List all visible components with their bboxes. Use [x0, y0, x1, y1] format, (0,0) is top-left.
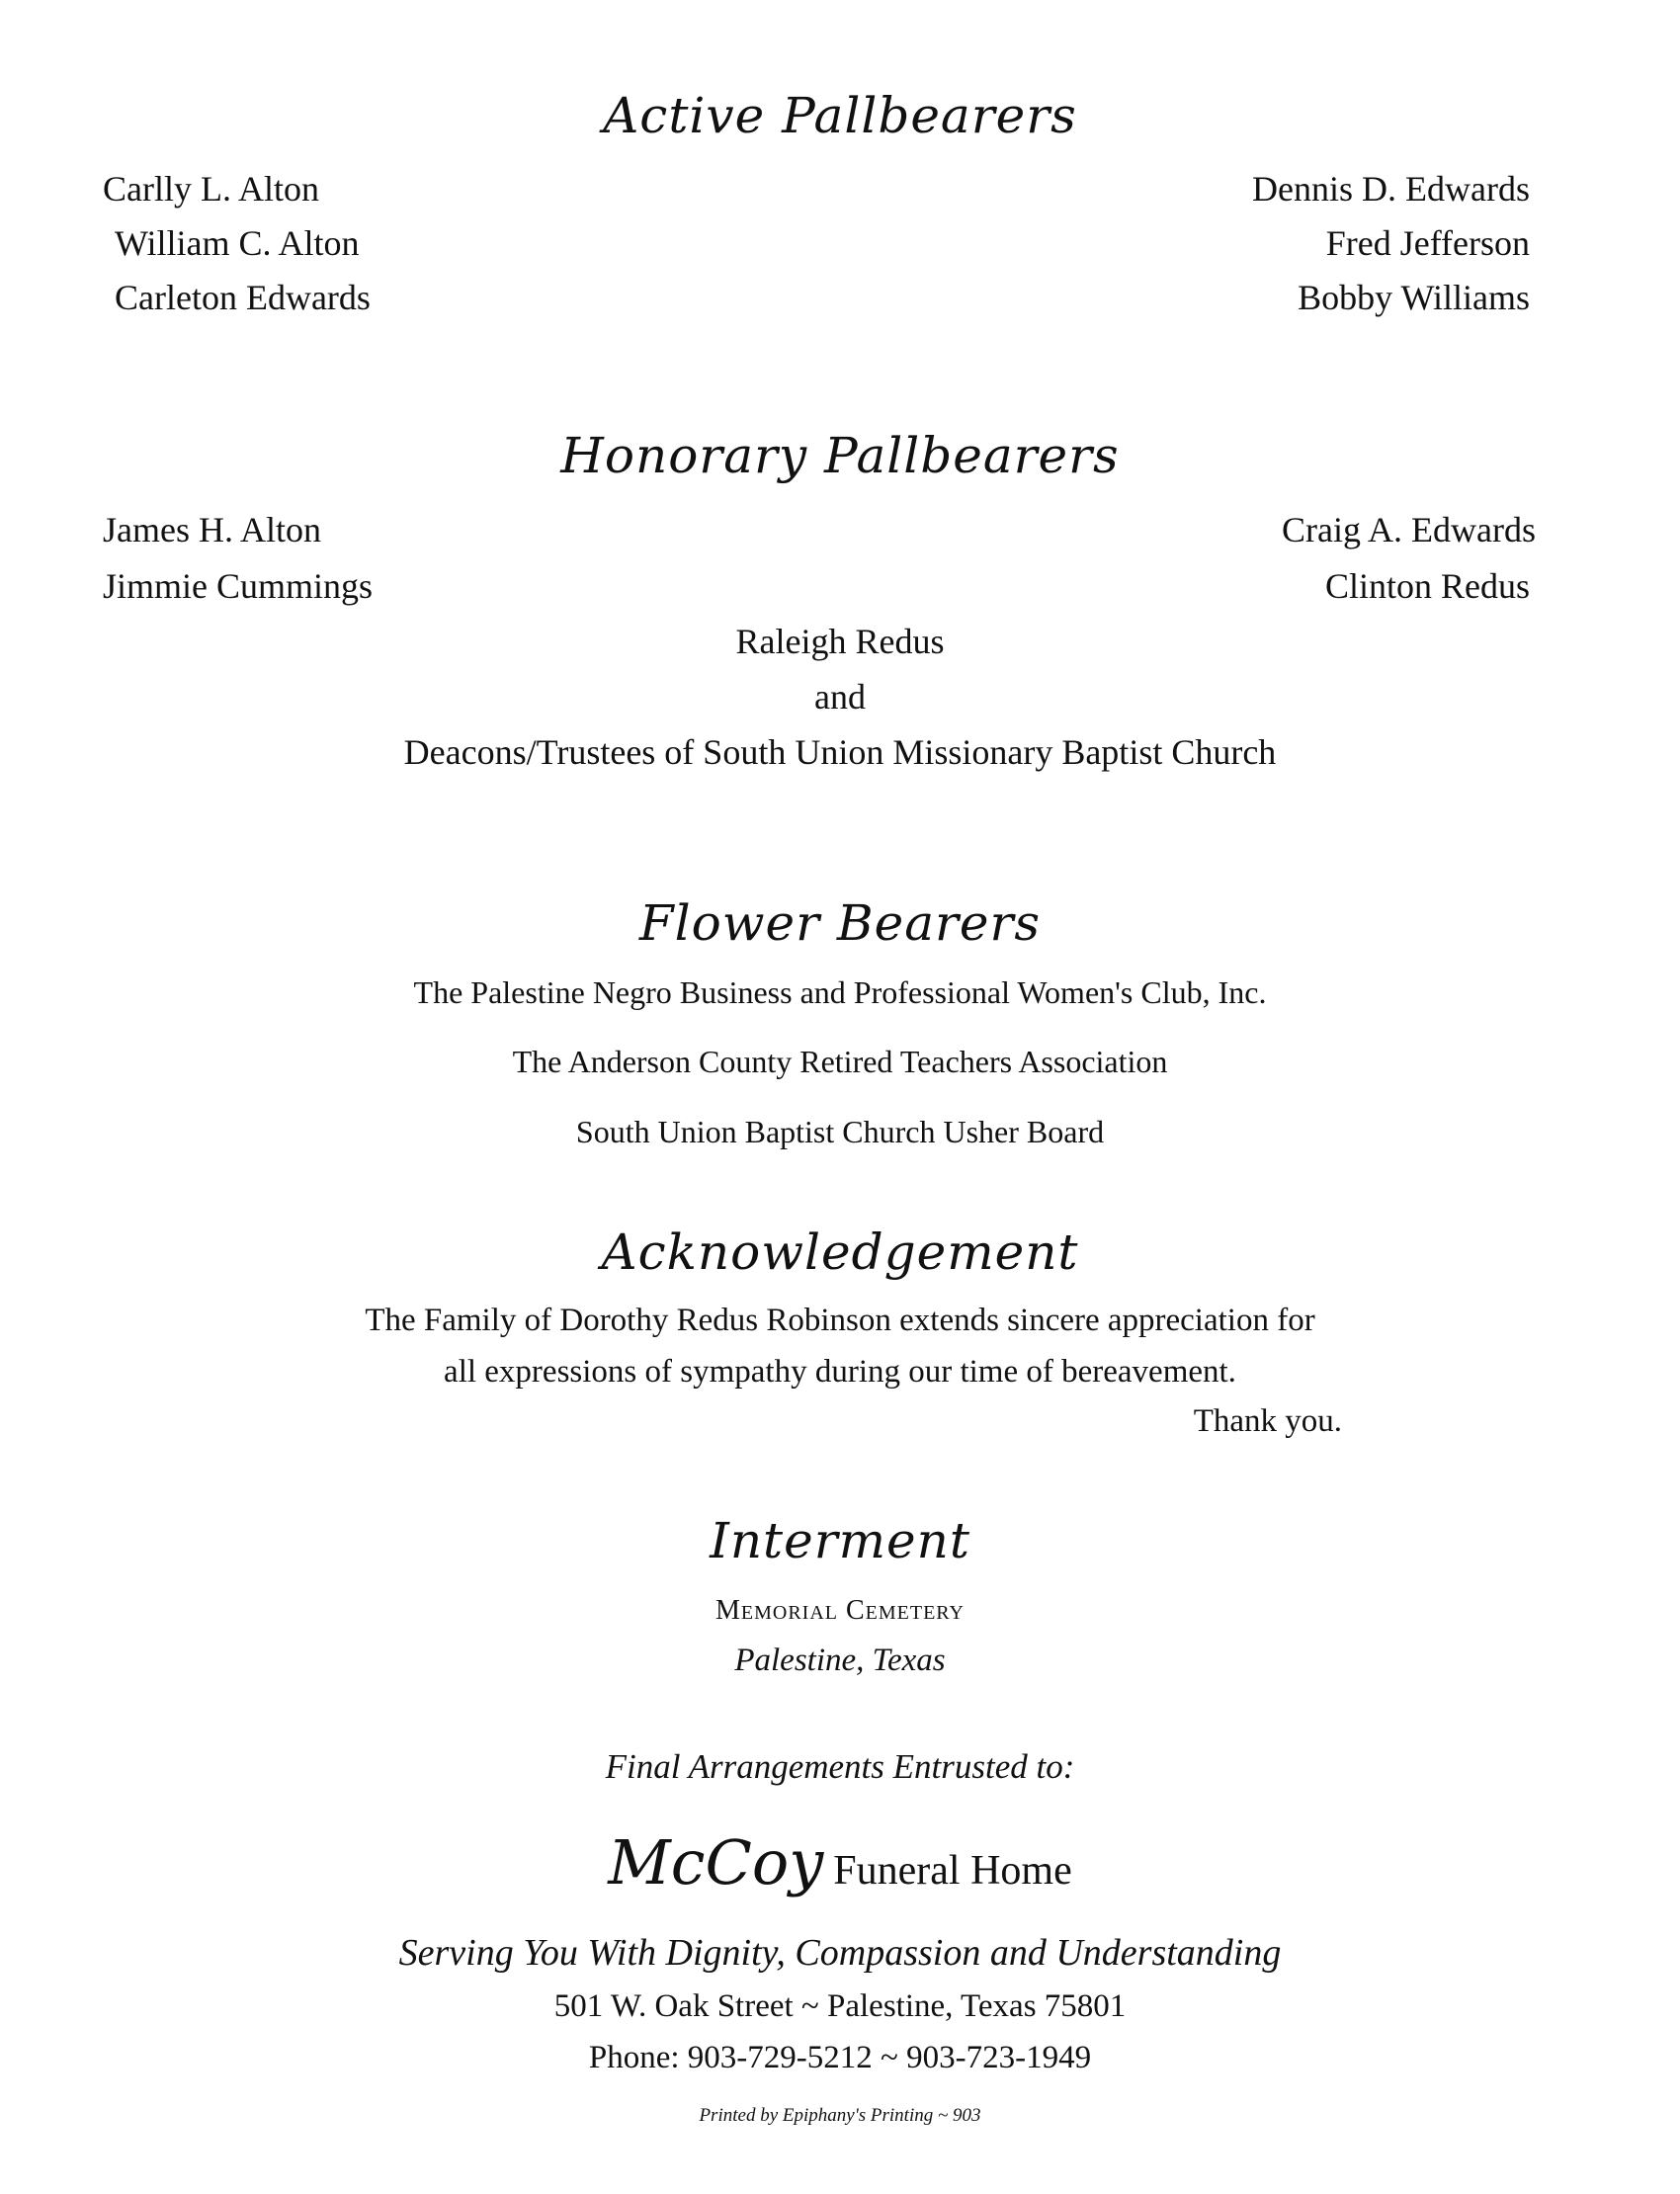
acknowledgement-line-1: The Family of Dorothy Redus Robinson extends sincere appreciation for: [365, 1303, 1315, 1338]
honorary-center-name: Raleigh Redus: [735, 622, 945, 661]
honorary-right-name-1: Craig A. Edwards: [1282, 510, 1536, 549]
mccoy-script-name: McCoy: [608, 1826, 824, 1899]
interment-place: Memorial Cemetery: [714, 1595, 965, 1626]
acknowledgement-heading: Acknowledgement: [601, 1224, 1079, 1281]
funeral-home-phone: Phone: 903-729-5212 ~ 903-723-1949: [588, 2040, 1092, 2075]
flower-bearer-2: The Anderson County Retired Teachers Association: [512, 1044, 1168, 1079]
acknowledgement-thanks: Thank you.: [1193, 1403, 1342, 1439]
interment-heading: Interment: [710, 1512, 970, 1569]
active-right-name-1: Dennis D. Edwards: [1252, 169, 1530, 209]
honorary-center-and: and: [814, 677, 866, 717]
honorary-center-group: Deacons/Trustees of South Union Missionary Baptist Church: [403, 732, 1277, 772]
honorary-left-name-2: Jimmie Cummings: [103, 566, 374, 606]
active-left-name-3: Carleton Edwards: [115, 278, 371, 317]
honorary-pallbearers-heading: Honorary Pallbearers: [560, 427, 1120, 484]
funeral-home-address: 501 W. Oak Street ~ Palestine, Texas 75801: [553, 1988, 1127, 2024]
acknowledgement-line-2: all expressions of sympathy during our time of bereavement.: [444, 1354, 1236, 1390]
active-pallbearers-heading: Active Pallbearers: [603, 87, 1077, 144]
interment-location: Palestine, Texas: [734, 1643, 946, 1678]
active-left-name-1: Carlly L. Alton: [103, 169, 319, 209]
funeral-home-label: Funeral Home: [833, 1848, 1072, 1894]
flower-bearers-heading: Flower Bearers: [638, 894, 1042, 952]
honorary-left-name-1: James H. Alton: [103, 510, 321, 549]
flower-bearer-1: The Palestine Negro Business and Professional Women's Club, Inc.: [413, 974, 1267, 1010]
active-left-name-2: William C. Alton: [115, 223, 360, 263]
active-right-name-3: Bobby Williams: [1298, 278, 1530, 317]
honorary-right-name-2: Clinton Redus: [1324, 566, 1530, 606]
funeral-home-name: [0, 1826, 1680, 1899]
entrusted-line: Final Arrangements Entrusted to:: [605, 1747, 1075, 1786]
printer-credit: Printed by Epiphany's Printing ~ 903: [699, 2105, 981, 2126]
flower-bearer-3: South Union Baptist Church Usher Board: [575, 1114, 1105, 1149]
active-right-name-2: Fred Jefferson: [1325, 223, 1530, 263]
funeral-home-slogan: Serving You With Dignity, Compassion and Understanding: [398, 1932, 1282, 1974]
